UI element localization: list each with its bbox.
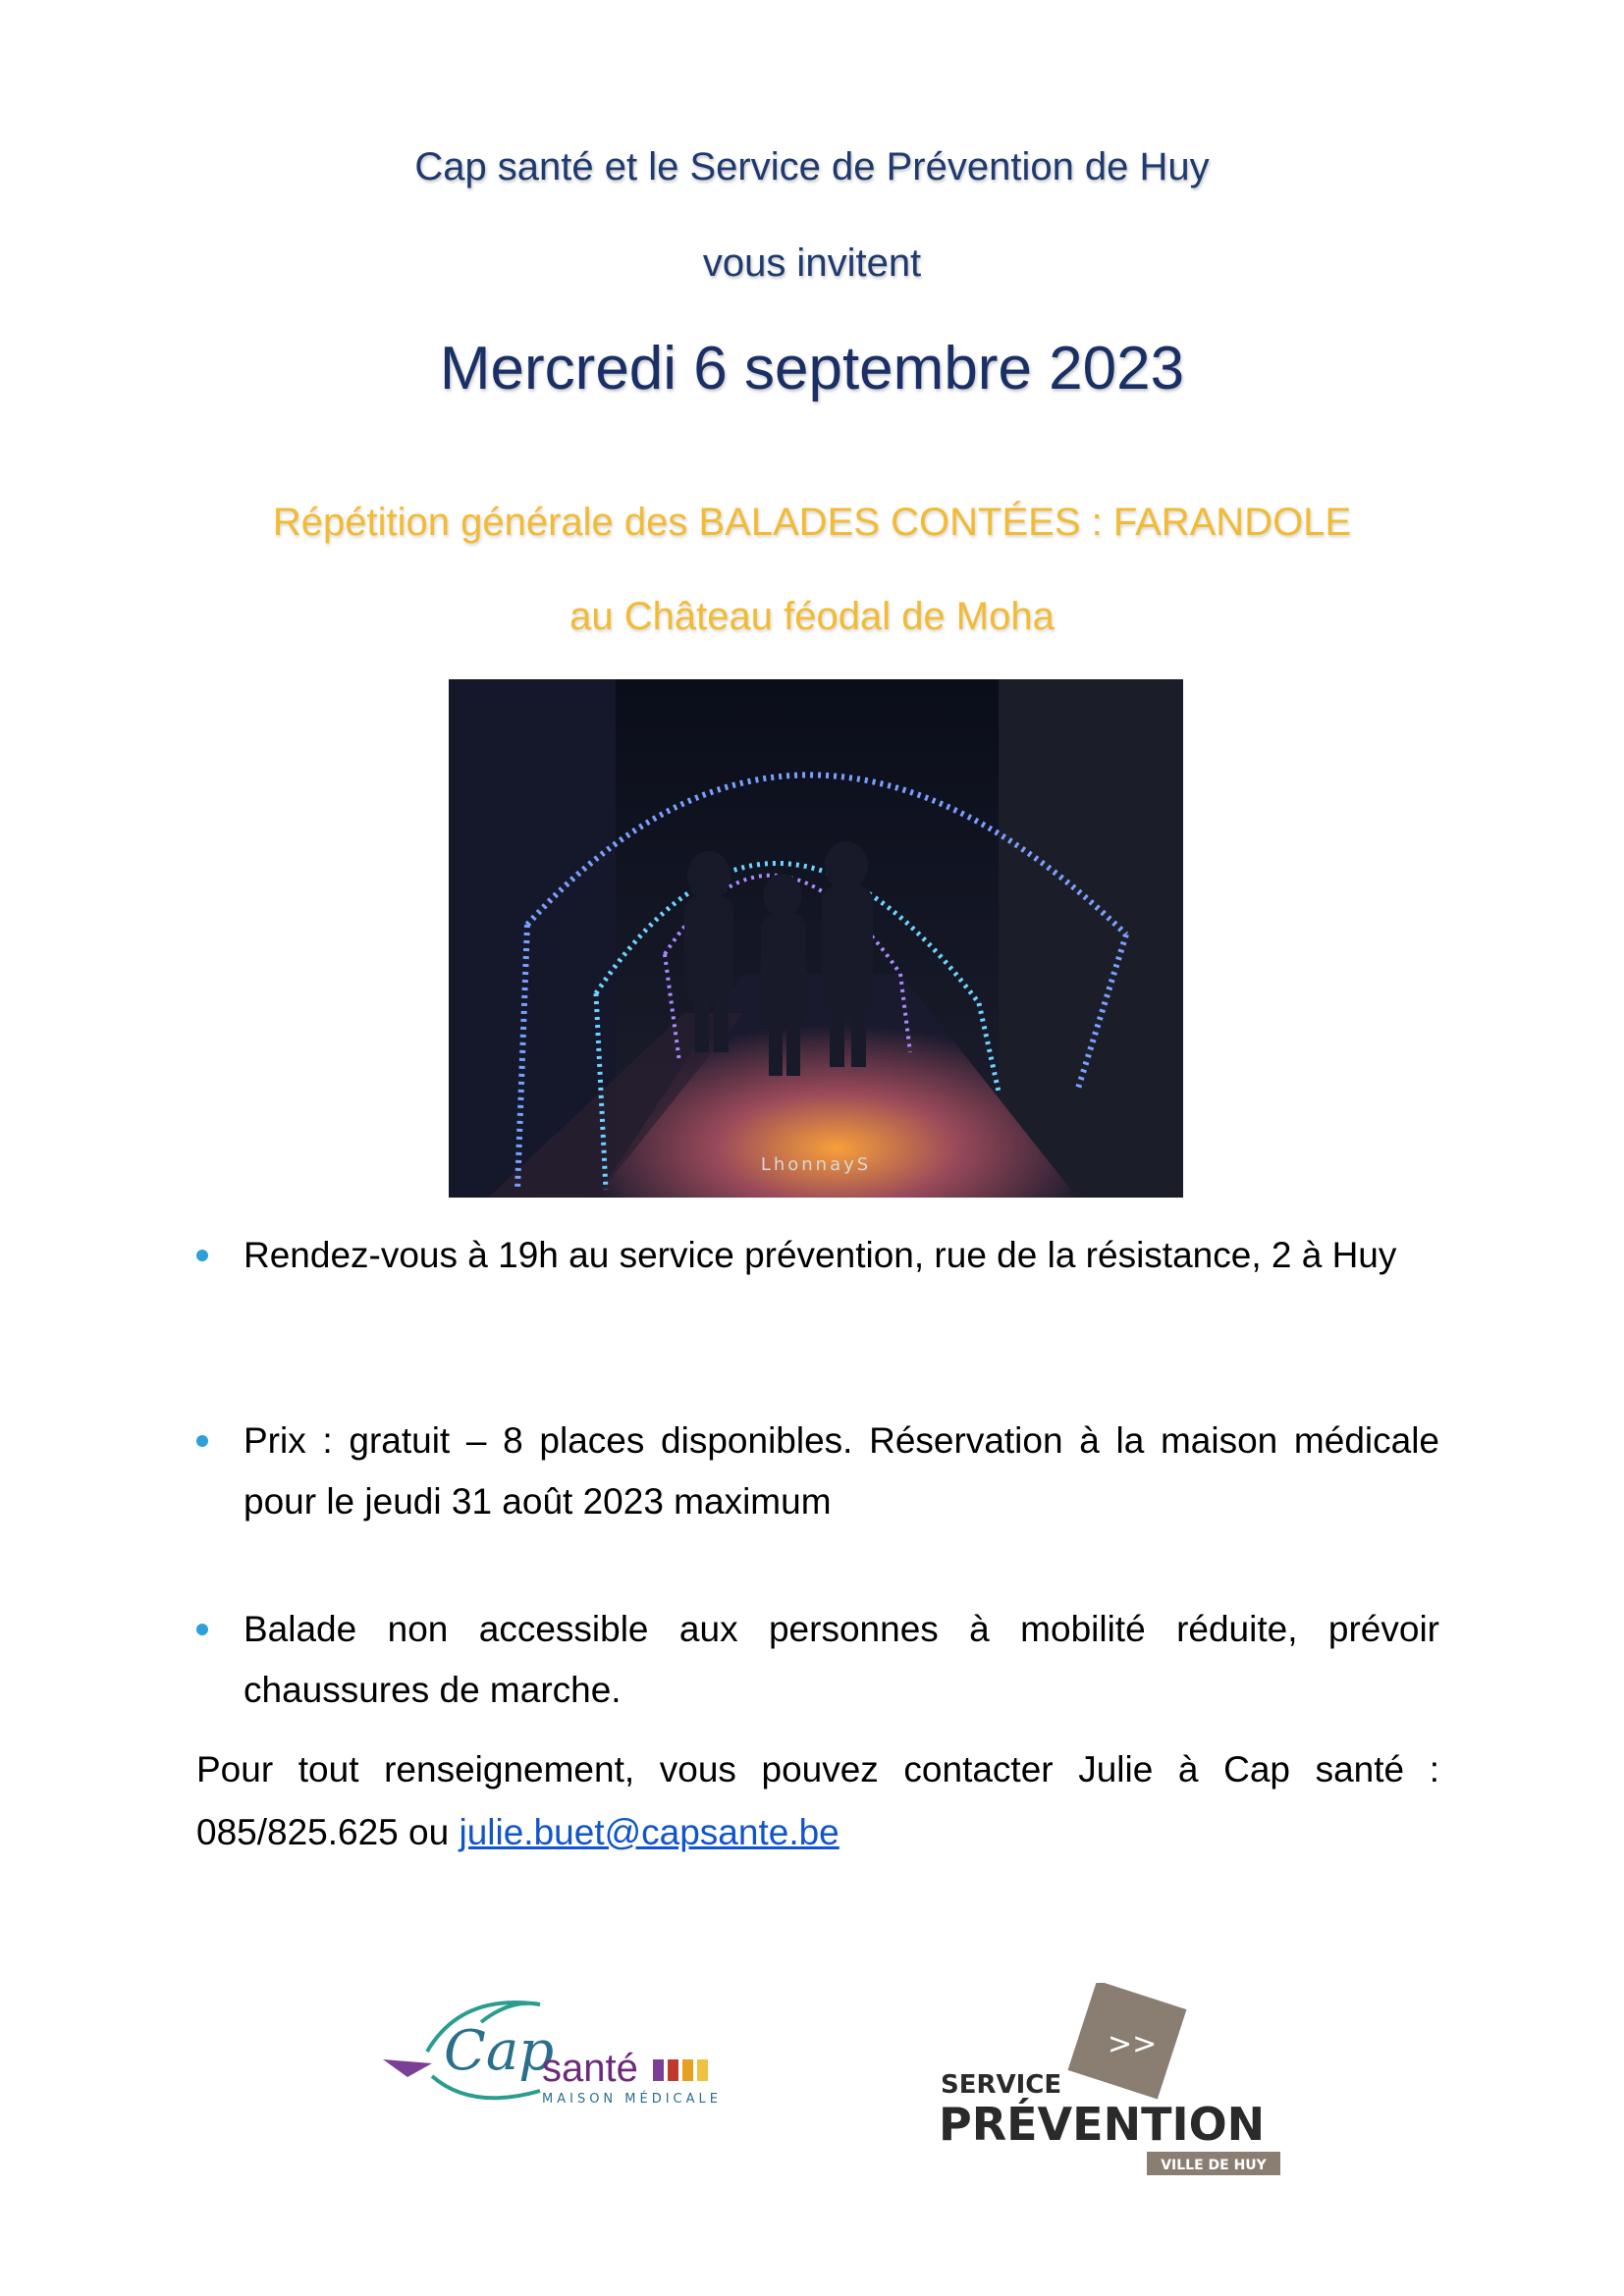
event-title: Répétition générale des BALADES CONTÉES : FARANDOLE <box>272 501 1352 544</box>
svg-text:santé: santé <box>542 2047 638 2090</box>
event-location: au Château féodal de Moha <box>569 595 1055 638</box>
contact-text: Pour tout renseignement, vous pouvez contacter Julie à Cap santé : <box>196 1749 1439 1789</box>
cap-sante-logo <box>373 1983 766 2130</box>
bullet-icon <box>196 1624 208 1635</box>
list-item <box>196 1411 1439 1532</box>
svg-text:MAISON MÉDICALE: MAISON MÉDICALE <box>542 2092 722 2107</box>
contact-info <box>196 1738 1439 1864</box>
header-organizers: Cap santé et le Service de Prévention de Huy <box>414 145 1210 188</box>
photo-watermark: LhonnayS <box>760 1154 872 1175</box>
list-item <box>196 1225 1439 1286</box>
svg-text:VILLE DE HUY: VILLE DE HUY <box>1161 2158 1267 2173</box>
list-item-text: Balade non accessible aux personnes à mobilité réduite, prévoir chaussures de marche. <box>244 1609 1439 1710</box>
list-item-text: Rendez-vous à 19h au service prévention, rue de la résistance, 2 à Huy <box>244 1235 1397 1275</box>
event-photo <box>449 679 1183 1198</box>
event-date: Mercredi 6 septembre 2023 <box>439 335 1185 402</box>
bullet-icon <box>196 1435 208 1447</box>
bullet-icon <box>196 1250 208 1261</box>
svg-text:PRÉVENTION: PRÉVENTION <box>939 2098 1266 2151</box>
list-item <box>196 1599 1439 1721</box>
list-item-text: Prix : gratuit – 8 places disponibles. Réservation à la maison médicale pour le jeudi 31 août 2023 maximum <box>244 1420 1439 1522</box>
service-prevention-logo <box>933 1983 1296 2189</box>
svg-text:Cap: Cap <box>444 2019 555 2083</box>
svg-text:SERVICE: SERVICE <box>941 2070 1062 2100</box>
contact-email-link[interactable]: julie.buet@capsante.be <box>459 1812 839 1852</box>
contact-phone: 085/825.625 ou <box>196 1812 450 1852</box>
svg-text:>>: >> <box>1108 2027 1158 2061</box>
header-invite: vous invitent <box>702 241 922 285</box>
